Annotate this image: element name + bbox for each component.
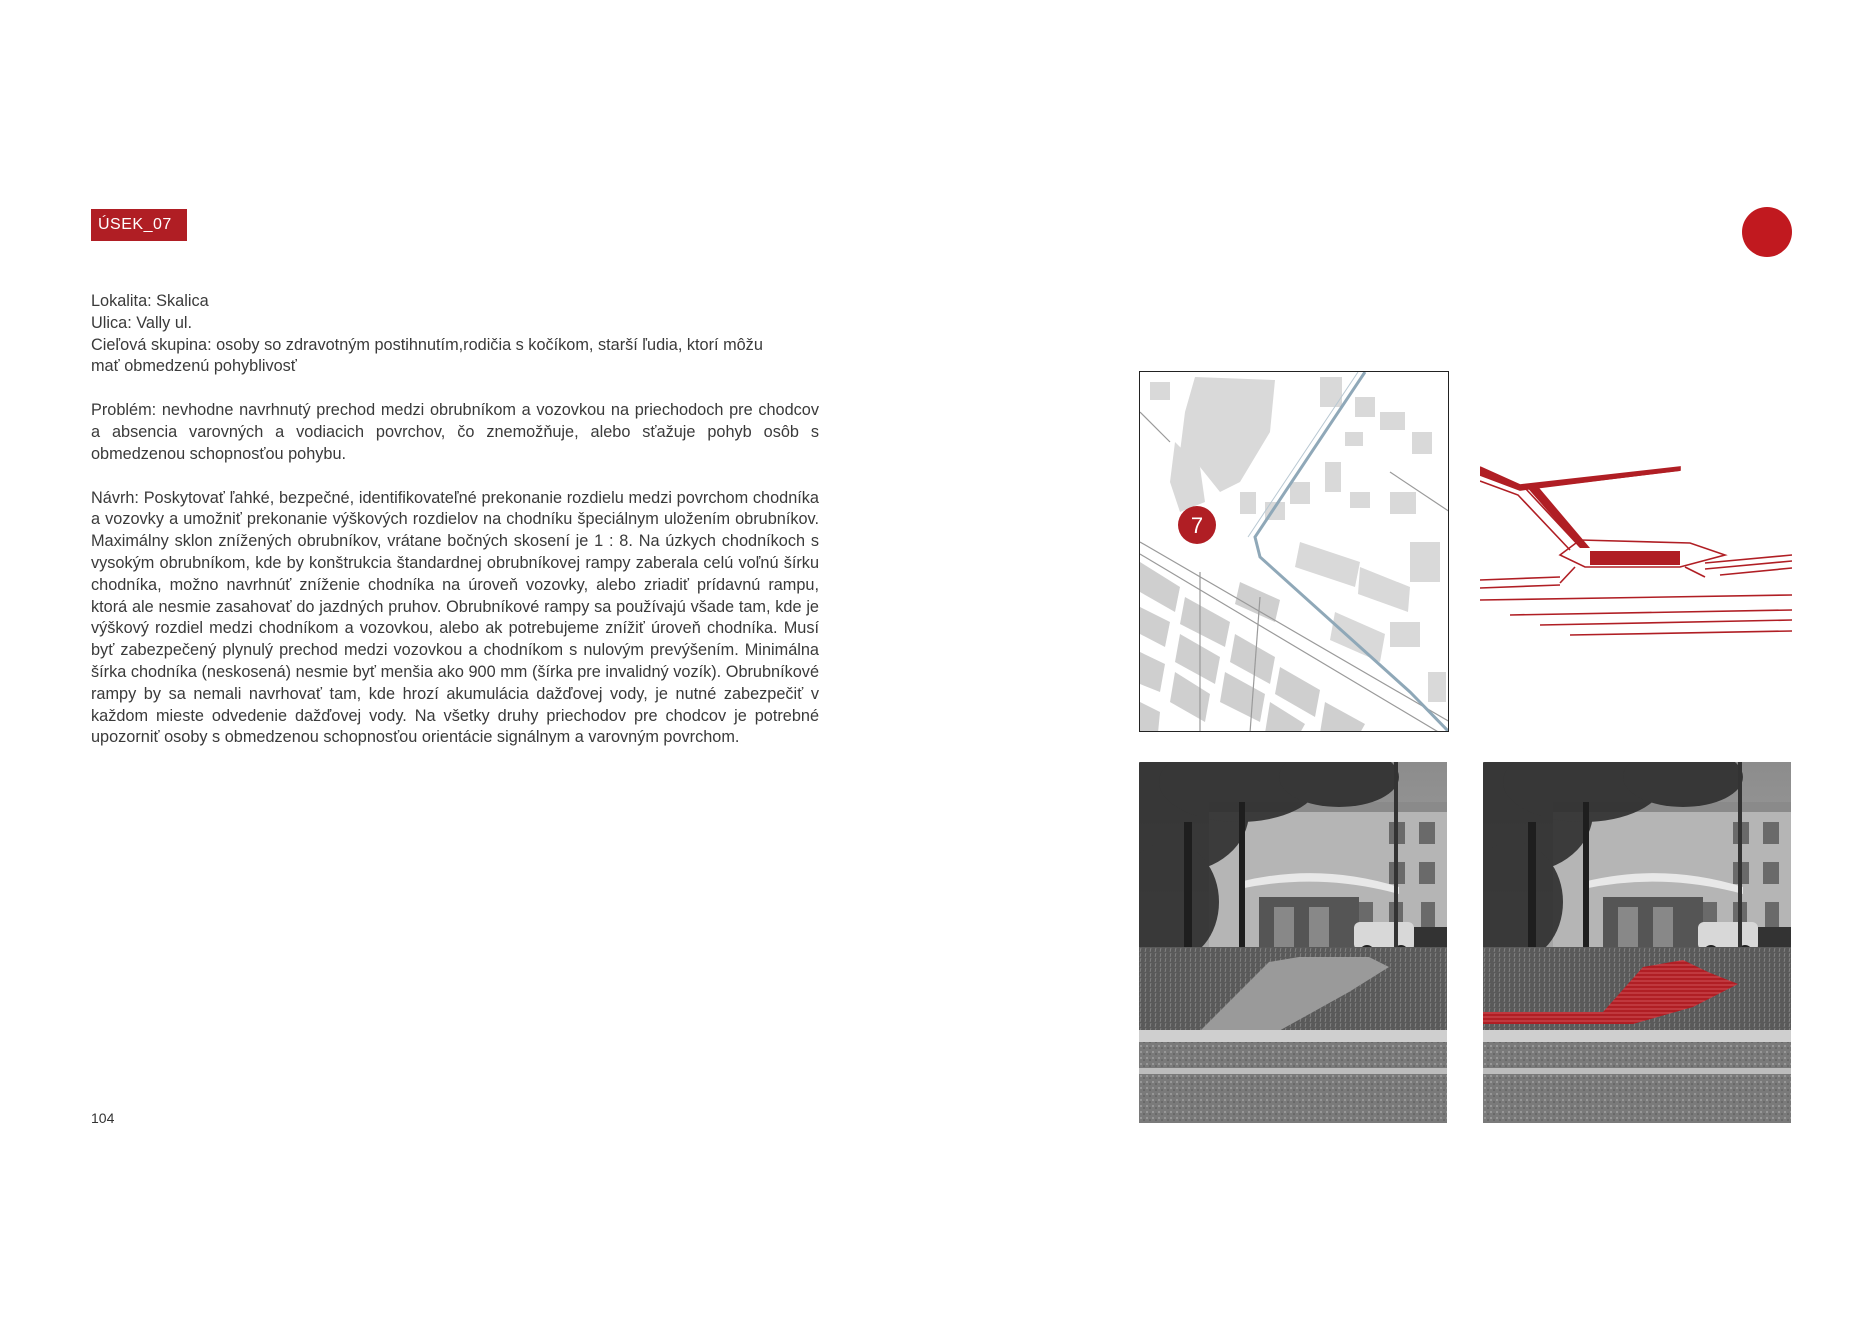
target-group-line-2: mať obmedzenú pohyblivosť: [91, 357, 297, 376]
map-marker-label: 7: [1190, 513, 1204, 538]
proposal-paragraph: Návrh: Poskytovať ľahké, bezpečné, identifikovateľné prekonanie rozdielu medzi povrchom chodníka a vozovky a umožniť prekonanie výškových rozdielov na chodníku špeciálnym uložením obrubníkov. Maximálny sklon znížených obrubníkov, vrátane bočných skosení je 1 : 8. Na úzkych chodníkoch s vysokým obrubníkom, kde by konštrukcia štandardnej obrubníkovej rampy zaberala celú voľnú šírku chodníka, možno navrhnúť zníženie chodníka na úroveň vozovky, alebo zriadiť prídavnú rampu, ktorá ale nesmie zasahovať do jazdných pruhov. Obrubníkové rampy sa používajú všade tam, kde je výškový rozdiel medzi chodníkom a vozovkou, alebo ak potrebujeme znížiť úroveň chodníka. Musí byť zabezpečený plynulý prechod medzi vozovkou a chodníkom s nulovým prevýšením. Minimálna šírka chodníka (neskosená) nesmie byť menšia ako 900 mm (šírka pre invalidný vozík). Obrubníkové rampy by sa nemali navrhovať tam, kde hrozí akumulácia dažďovej vody, je nutné zabezpečiť v každom mieste odvedenie dažďovej vody. Na všetky druhy priechodov pre chodcov je potrebné upozorniť osoby s obmedzenou schopnosťou orientácie signálnym a varovným povrchom.: [91, 488, 819, 747]
target-group-line-1: Cieľová skupina: osoby so zdravotným postihnutím,rodičia s kočíkom, starší ľudia, ktorí môžu: [91, 335, 763, 354]
section-tag: ÚSEK_07: [91, 209, 187, 241]
location-map: [1139, 371, 1449, 732]
street-line: Ulica: Vally ul.: [91, 313, 193, 332]
location-line: Lokalita: Skalica: [91, 292, 209, 310]
description-text: [91, 291, 819, 749]
proposed-state-photo: [1483, 762, 1791, 1123]
section-dot-icon: [1742, 207, 1792, 257]
curb-ramp-diagram: [1480, 455, 1792, 640]
existing-state-photo: [1139, 762, 1447, 1123]
page-number: 104: [91, 1110, 115, 1126]
problem-paragraph: Problém: nevhodne navrhnutý prechod medzi obrubníkom a vozovkou na priechodoch pre chodcov a absencia varovných a vodiacich povrchov, čo znemožňuje, alebo sťažuje pohyb osôb s obmedzenou schopnosťou pohybu.: [91, 401, 819, 463]
